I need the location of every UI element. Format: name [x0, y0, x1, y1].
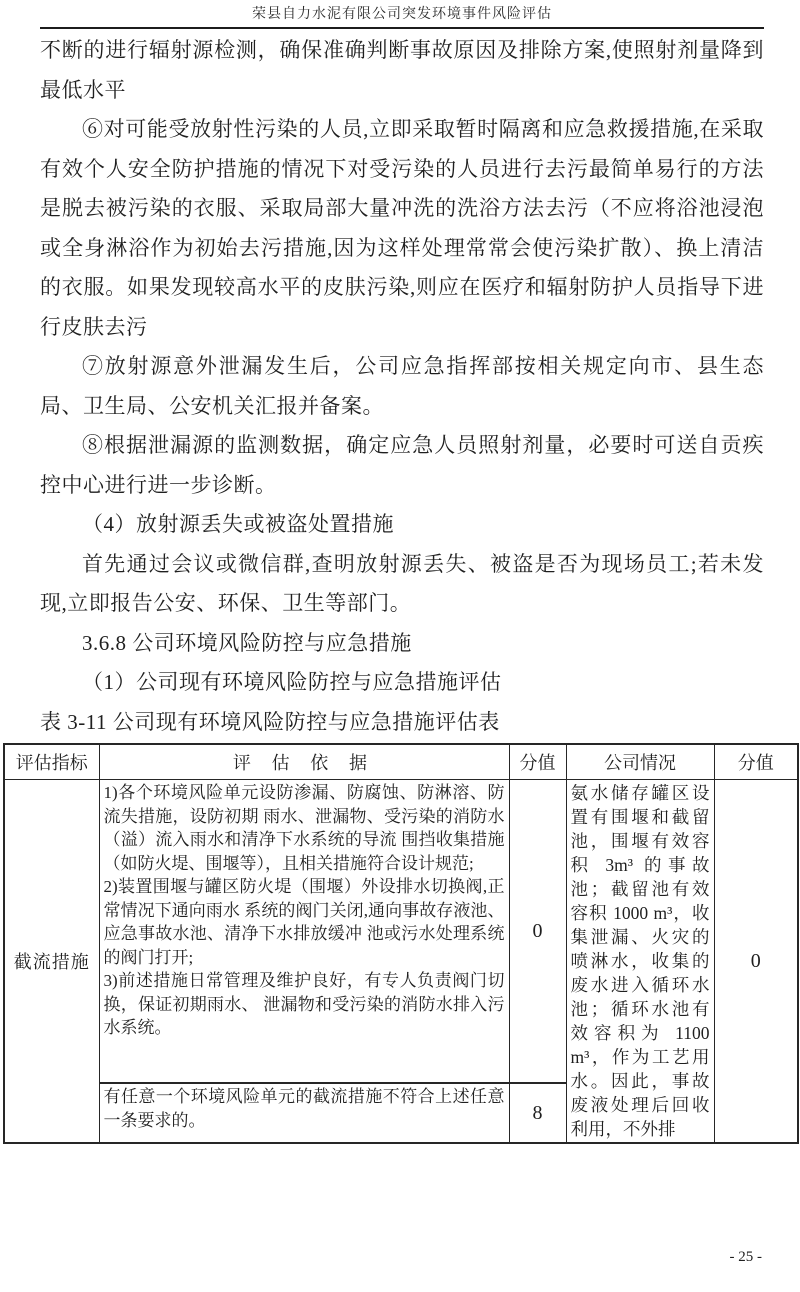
cell-basis-fail: 有任意一个环境风险单元的截流措施不符合上述任意一条要求的。: [99, 1083, 509, 1143]
basis-item-3: 3)前述措施日常管理及维护良好，有专人负责阀门切换，保证初期雨水、 泄漏物和受污染的消防水排入污水系统。: [103, 971, 505, 1037]
header-score-1: 分值: [509, 744, 566, 780]
page-content: [13, 6, 774, 1144]
assessment-table: [3, 743, 799, 1144]
table-caption: 表 3-11 公司现有环境风险防控与应急措施评估表: [40, 709, 500, 734]
cell-indicator: 截流措施: [4, 780, 99, 1144]
cell-basis-criteria: [99, 780, 509, 1084]
cell-company-score: 0: [714, 780, 798, 1144]
basis-item-2: 2)装置围堰与罐区防火堤（围堰）外设排水切换阀,正常情况下通向雨水 系统的阀门关闭,通向事故存液池、应急事故水池、清净下水排放缓冲 池或污水处理系统的阀门打开;: [103, 877, 505, 967]
header-title: 荣县自力水泥有限公司突发环境事件风险评估: [252, 7, 552, 22]
paragraph-item-8: ⑧根据泄漏源的监测数据，确定应急人员照射剂量，必要时可送自贡疾控中心进行进一步诊断。: [40, 433, 764, 497]
table-header-row: [4, 744, 798, 780]
header-indicator: 评估指标: [4, 744, 99, 780]
header-company: 公司情况: [566, 744, 714, 780]
section-heading-368: 3.6.8 公司环境风险防控与应急措施: [82, 630, 412, 655]
cell-company-situation: 氨水储存罐区设置有围堰和截留池，围堰有效容积 3m³ 的事故池；截留池有效容积 1000 m³，收集泄漏、火灾的喷淋水，收集的废水进入循环水池；循环水池有效容积为 1100 m³，作为工艺用水。因此，事故废液处理后回收利用，不外排: [566, 780, 714, 1144]
paragraph-subsection-4: （4）放射源丢失或被盗处置措施: [82, 512, 394, 536]
header-rule: [40, 27, 764, 29]
paragraph-subsection-1: （1）公司现有环境风险防控与应急措施评估: [82, 670, 502, 694]
page-number: - 25 -: [729, 1249, 762, 1265]
paragraph-continuation: 不断的进行辐射源检测，确保准确判断事故原因及排除方案,使照射剂量降到最低水平: [40, 38, 764, 102]
page-footer: [730, 1249, 763, 1266]
basis-item-1: 1)各个环境风险单元设防渗漏、防腐蚀、防淋溶、防流失措施，设防初期 雨水、泄漏物、受污染的消防水（溢）流入雨水和清净下水系统的导流 围挡收集措施（如防火堤、围堰等），且相关措施符合设计规范;: [103, 783, 505, 873]
table-row: [4, 780, 798, 1084]
paragraph-item-7: ⑦放射源意外泄漏发生后，公司应急指挥部按相关规定向市、县生态局、卫生局、公安机关汇报并备案。: [40, 354, 764, 418]
body-text: [40, 31, 764, 742]
header-basis: 评 估 依 据: [99, 744, 509, 780]
paragraph-item-6: ⑥对可能受放射性污染的人员,立即采取暂时隔离和应急救援措施,在采取有效个人安全防护措施的情况下对受污染的人员进行去污最简单易行的方法是脱去被污染的衣服、采取局部大量冲洗的洗浴方法去污（不应将浴池浸泡或全身淋浴作为初始去污措施,因为这样处理常常会使污染扩散）、换上清洁的衣服。如果发现较高水平的皮肤污染,则应在医疗和辐射防护人员指导下进行皮肤去污: [40, 117, 764, 339]
cell-score-8: 8: [509, 1083, 566, 1143]
header-score-2: 分值: [714, 744, 798, 780]
paragraph-first-steps: 首先通过会议或微信群,查明放射源丢失、被盗是否为现场员工;若未发现,立即报告公安、环保、卫生等部门。: [40, 551, 764, 615]
cell-score-0: 0: [509, 780, 566, 1084]
